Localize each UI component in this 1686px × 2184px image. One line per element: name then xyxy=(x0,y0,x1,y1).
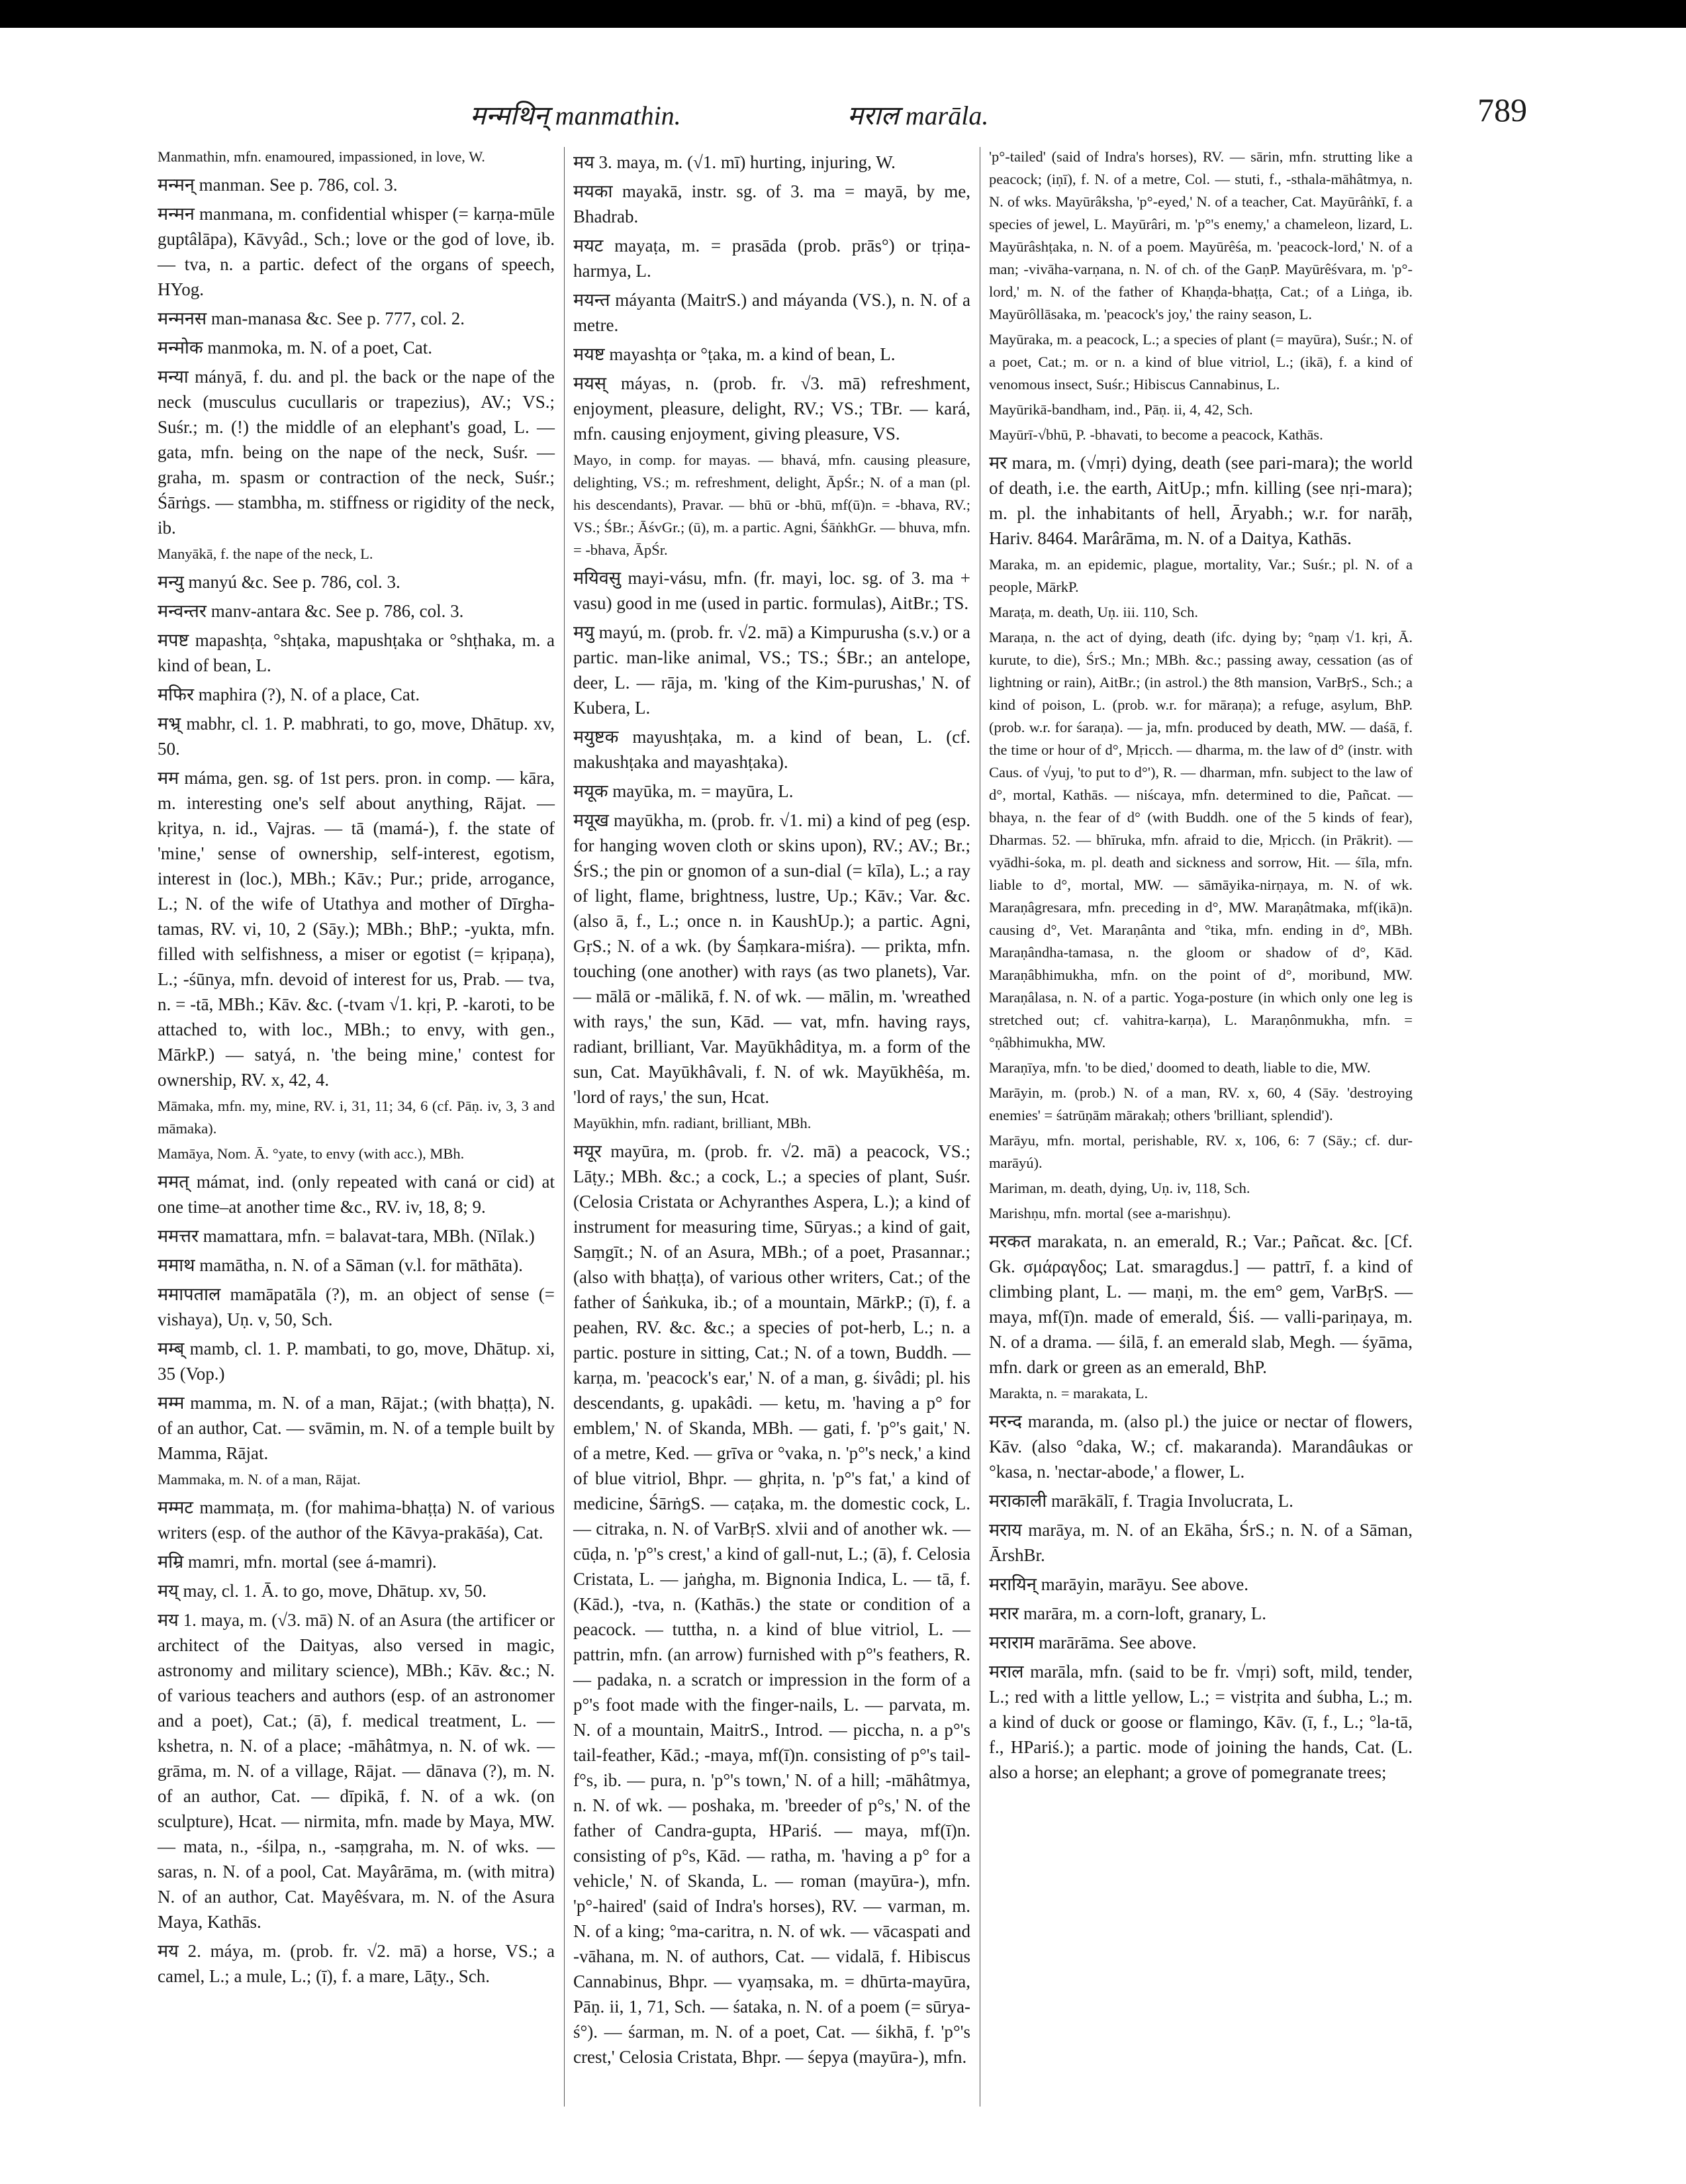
dictionary-entry: 'p°-tailed' (said of Indra's horses), RV. — sārin, mfn. strutting like a peacock; (iṇī), f. N. of a metre, Col. — stuti, f., -sthala-māhâtmya, n. N. of wks. Mayūrâksha, 'p°-eyed,' N. of a teacher, Cat. Mayūrâṅkī, f. a species of jewel, L. Mayūrâri, m. 'p°'s enemy,' a chameleon, lizard, L. Mayūrâshṭaka, n. N. of a poem. Mayūrêśa, m. 'peacock-lord,' N. of a man; -vivāha-varṇana, n. N. of ch. of the GaṇP. Mayūrêśvara, m. 'p°-lord,' m. N. of the father of Khaṇḍa-bhaṭṭa, Cat.; of a Liṅga, ib. Mayūrôllāsaka, m. 'peacock's joy,' the rainy season, L. xyxy=(989,148,1413,322)
dictionary-entry: Mariman, m. death, dying, Uṇ. iv, 118, Sch. xyxy=(989,1180,1250,1196)
dictionary-entry: मभ्र् mabhr, cl. 1. P. mabhrati, to go, move, Dhātup. xv, 50. xyxy=(158,714,555,759)
dictionary-entry: मराय marāya, m. N. of an Ekāha, ŚrS.; n. N. of a Sāman, ĀrshBr. xyxy=(989,1520,1413,1565)
dictionary-entry: मन्मन् manman. See p. 786, col. 3. xyxy=(158,175,398,195)
dictionary-entry: मन्या mányā, f. du. and pl. the back or the nape of the neck (musculus cucullaris or trapezius), AV.; VS.; Suśr.; m. (!) the middle of an elephant's goad, L. — gata, mfn. being on the nape of the neck, Suśr. — graha, m. spasm or contraction of the neck, Suśr.; Śārṅgs. — stambha, m. stiffness or rigidity of the neck, ib. xyxy=(158,367,555,538)
column-2 xyxy=(573,146,970,2072)
dictionary-entry: Mayūrikā-bandham, ind., Pāṇ. ii, 4, 42, Sch. xyxy=(989,401,1253,418)
dictionary-entry: Marāyu, mfn. mortal, perishable, RV. x, 106, 6: 7 (Sāy.; cf. dur-marāyú). xyxy=(989,1132,1413,1171)
header-left-headword: मन्मथिन् manmathin. xyxy=(470,101,681,130)
dictionary-entry: मन्वन्तर manv-antara &c. See p. 786, col. 3. xyxy=(158,601,464,621)
dictionary-entry: मयट mayaṭa, m. = prasāda (prob. prās°) or tṛiṇa-harmya, L. xyxy=(573,236,970,281)
header-right-headword: मराल marāla. xyxy=(847,101,989,130)
dictionary-entry: Marāyin, m. (prob.) N. of a man, RV. x, 60, 4 (Sāy. 'destroying enemies' = śatrūṇām mārakaḥ; others 'brilliant, splendid'). xyxy=(989,1084,1413,1123)
dictionary-entry: मय 2. máya, m. (prob. fr. √2. mā) a horse, VS.; a camel, L.; a mule, L.; (ī), f. a mare, Lāṭy., Sch. xyxy=(158,1941,555,1986)
dictionary-entry: मय 3. maya, m. (√1. mī) hurting, injuring, W. xyxy=(573,152,896,172)
dictionary-entry: मयु mayú, m. (prob. fr. √2. mā) a Kimpurusha (s.v.) or a partic. man-like animal, VS.; TS.; ŚBr.; an antelope, deer, L. — rāja, m. 'king of the Kim-purushas,' N. of Kubera, L. xyxy=(573,622,970,718)
dictionary-entry: मम्ब् mamb, cl. 1. P. mambati, to go, move, Dhātup. xi, 35 (Vop.) xyxy=(158,1339,555,1384)
dictionary-entry: Mayūraka, m. a peacock, L.; a species of plant (= mayūra), Suśr.; N. of a poet, Cat.; m. or n. a kind of blue vitriol, L.; (ikā), f. a kind of venomous insect, Suśr.; Hibiscus Cannabinus, L. xyxy=(989,331,1413,393)
dictionary-entry: मय् may, cl. 1. Ā. to go, move, Dhātup. xv, 50. xyxy=(158,1581,487,1601)
dictionary-entry: मम्मट mammaṭa, m. (for mahima-bhaṭṭa) N. of various writers (esp. of the author of the Kāvya-prakāśa), Cat. xyxy=(158,1497,555,1543)
dictionary-entry: Maraka, m. an epidemic, plague, mortality, Var.; Suśr.; pl. N. of a people, MārkP. xyxy=(989,556,1413,595)
dictionary-entry: मम्म mamma, m. N. of a man, Rājat.; (with bhaṭṭa), N. of an author, Cat. — svāmin, m. N. of a temple built by Mamma, Rājat. xyxy=(158,1393,555,1463)
dictionary-entry: मयष्ट mayashṭa or °ṭaka, m. a kind of bean, L. xyxy=(573,344,896,364)
dictionary-entry: Maraṇa, n. the act of dying, death (ifc. dying by; °ṇaṃ √1. kṛi, Ā. kurute, to die), ŚrS.; Mn.; MBh. &c.; passing away, cessation (as of lightning or rain), AitBr.; (in astrol.) the 8th mansion, VarBṛS., Sch.; a kind of poison, L. (prob. w.r. for māraṇa); a refuge, asylum, BhP. (prob. w.r. for śaraṇa). — ja, mfn. produced by death, MW. — daśā, f. the time or hour of d°, Mṛicch. — dharma, m. the law of d° (instr. with Caus. of √yuj, 'to put to d°'), R. — dharman, mfn. subject to the law of d°, mortal, Kathās. — niścaya, mfn. determined to die, Pañcat. — bhaya, n. the fear of d° (with Buddh. one of the 5 kinds of fear), Dharmas. 52. — bhīruka, mfn. afraid to die, Mṛicch. (in Prākrit). — vyādhi-śoka, m. pl. death and sickness and sorrow, Hit. — śīla, mfn. liable to d°, mortal, MW. — sāmāyika-nirṇaya, m. N. of wk. Maraṇâgresara, mfn. preceding in d°, MW. Maraṇâtmaka, mf(ikā)n. causing d°, Vet. Maraṇânta and °tika, mfn. ending in d°, MBh. Maraṇândha-tamasa, n. the gloom or shadow of d°, Kād. Maraṇâbhimukha, mfn. on the point of d°, moribund, MW. Maraṇâlasa, n. N. of a partic. Yoga-posture (in which only one leg is stretched out; cf. vahitra-karṇa), L. Maraṇônmukha, mfn. = °ṇâbhimukha, MW. xyxy=(989,629,1413,1051)
dictionary-entry: मराकाली marākālī, f. Tragia Involucrata, L. xyxy=(989,1491,1293,1511)
dictionary-entry: मय 1. maya, m. (√3. mā) N. of an Asura (the artificer or architect of the Daityas, also versed in magic, astronomy and military science), MBh.; Kāv. &c.; N. of various teachers and authors (esp. of an astronomer and a poet), Cat.; (ā), f. medical treatment, L. — kshetra, n. N. of a place; -māhâtmya, n. N. of wk. — grāma, m. N. of a village, Rājat. — dānava (?), m. N. of an author, Cat. — dīpikā, f. N. of a wk. (on sculpture), Hcat. — nirmita, mfn. made by Maya, MW. — mata, n., -śilpa, n., -saṃgraha, m. N. of wks. — saras, n. N. of a pool, Cat. Mayârāma, m. (with mitra) N. of an author, Cat. Mayêśvara, m. N. of the Asura Maya, Kathās. xyxy=(158,1610,555,1932)
dictionary-entry: Mayūrī-√bhū, P. -bhavati, to become a peacock, Kathās. xyxy=(989,426,1323,443)
dictionary-entry: मन्मोक manmoka, m. N. of a poet, Cat. xyxy=(158,338,433,357)
dictionary-entry: Mammaka, m. N. of a man, Rājat. xyxy=(158,1471,361,1488)
dictionary-entry: मयूर mayūra, m. (prob. fr. √2. mā) a peacock, VS.; Lāṭy.; MBh. &c.; a cock, L.; a species of plant, Suśr. (Celosia Cristata or Achyranthes Aspera, L.); a kind of instrument for measuring time, Sūryas.; a kind of gait, Saṃgīt.; N. of an Asura, MBh.; of a poet, Prasannar.; (also with bhaṭṭa), of various other writers, Cat.; of the father of Śaṅkuka, ib.; of a mountain, MārkP.; (ī), f. a peahen, RV. &c. &c.; a species of pot-herb, L.; n. a partic. posture in sitting, Cat.; N. of a town, Buddh. — karṇa, m. 'peacock's ear,' N. of a man, g. śivâdi; pl. his descendants, g. upakâdi. — ketu, m. 'having a p° for emblem,' N. of Skanda, MBh. — gati, f. 'p°'s gait,' N. of a metre, Ked. — grīva or °vaka, n. 'p°'s neck,' a kind of blue vitriol, Bhpr. — ghṛita, n. 'p°'s fat,' a kind of medicine, ŚārṅgS. — caṭaka, m. the domestic cock, L. — citraka, n. N. of VarBṛS. xlvii and of another wk. — cūḍa, n. 'p°'s crest,' a kind of gall-nut, L.; (ā), f. Celosia Cristata, L. — jaṅgha, m. Bignonia Indica, L. — tā, f. (Kād.), -tva, n. (Kathās.) the state or condition of a peacock. — tuttha, n. a kind of blue vitriol, L. — pattrin, mfn. (an arrow) furnished with p°'s feathers, R. — padaka, n. a scratch or impression in the form of a p°'s foot made with the finger-nails, L. — parvata, m. N. of a mountain, MaitrS., Introd. — piccha, n. a p°'s tail-feather, Kād.; -maya, mf(ī)n. consisting of p°'s tail-f°s, ib. — pura, n. 'p°'s town,' N. of a hill; -māhâtmya, n. N. of wk. — poshaka, m. 'breeder of p°s,' N. of the father of Candra-gupta, HPariś. — maya, mf(ī)n. consisting of p°s, Kād. — ratha, m. 'having a p° for a vehicle,' N. of Skanda, L. — roman (mayūra-), mfn. 'p°-haired' (said of Indra's horses), RV. — varman, m. N. of a king; °ma-caritra, n. N. of wk. — vācaspati and -vāhana, m. N. of authors, Cat. — vidalā, f. Hibiscus Cannabinus, Bhpr. — vyaṃsaka, m. = dhūrta-mayūra, Pāṇ. ii, 1, 71, Sch. — śataka, n. N. of a poem (= sūrya-ś°). — śarman, m. N. of a poet, Cat. — śikhā, f. 'p°'s crest,' Celosia Cristata, Bhpr. — śepya (mayūra-), mfn. xyxy=(573,1141,970,2067)
dictionary-entry: मयूक mayūka, m. = mayūra, L. xyxy=(573,781,794,801)
dictionary-entry: Māmaka, mfn. my, mine, RV. i, 31, 11; 34, 6 (cf. Pāṇ. iv, 3, 3 and māmaka). xyxy=(158,1098,555,1137)
dictionary-entry: मयूख mayūkha, m. (prob. fr. √1. mi) a kind of peg (esp. for hanging woven cloth or skins upon), RV.; AV.; Br.; ŚrS.; the pin or gnomon of a sun-dial (= kīla), L.; a ray of light, flame, brightness, lustre, Up.; Kāv.; Var. &c. (also ā, f., L.; once n. in KaushUp.); a partic. Agni, GṛS.; N. of a wk. (by Śaṃkara-miśra). — prikta, mfn. touching (one another) with rays (as two planets), Var. — mālā or -mālikā, f. N. of wk. — mālin, m. 'wreathed with rays,' the sun, Kād. — vat, mfn. having rays, radiant, brilliant, Var. Mayūkhâditya, m. a form of the sun, Cat. Mayūkhâvali, f. N. of wk. Mayūkhêśa, m. 'lord of rays,' the sun, Hcat. xyxy=(573,810,970,1107)
column-1 xyxy=(158,146,555,1991)
dictionary-entry: मपष्ट mapashṭa, °shṭaka, mapushṭaka or °shṭhaka, m. a kind of bean, L. xyxy=(158,630,555,675)
page-header xyxy=(159,91,1527,136)
dictionary-entry: मयन्त máyanta (MaitrS.) and máyanda (VS.), n. N. of a metre. xyxy=(573,290,970,335)
page-number: 789 xyxy=(1477,91,1527,128)
dictionary-entry: मर mara, m. (√mṛi) dying, death (see pari-mara); the world of death, i.e. the earth, AitUp.; mfn. killing (see nṛi-mara); m. pl. the inhabitants of hell, Āryabh.; w.r. for narāḥ, Hariv. 8464. Marârāma, m. N. of a Daitya, Kathās. xyxy=(989,453,1413,548)
dictionary-entry: Marishṇu, mfn. mortal (see a-marishṇu). xyxy=(989,1205,1231,1221)
dictionary-entry: Marakta, n. = marakata, L. xyxy=(989,1385,1148,1401)
dictionary-entry: Maraṇīya, mfn. 'to be died,' doomed to death, liable to die, MW. xyxy=(989,1059,1371,1076)
dictionary-entry: Mayo, in comp. for mayas. — bhavá, mfn. causing pleasure, delighting, VS.; m. refreshment, delight, ĀpŚr.; N. of a man (pl. his descendants), Pravar. — bhū or -bhū, mf(ū)n. = -bhava, RV.; VS.; ŚBr.; ĀśvGr.; (ū), m. a partic. Agni, ŚāṅkhGr. — bhuva, mfn. = -bhava, ĀpŚr. xyxy=(573,451,970,558)
dictionary-entry: Mamāya, Nom. Ā. °yate, to envy (with acc.), MBh. xyxy=(158,1145,465,1162)
column-divider-1 xyxy=(564,147,565,2107)
dictionary-entry: मन्मन manmana, m. confidential whisper (= karṇa-mūle guptâlāpa), Kāvyâd., Sch.; love or the god of love, ib. — tva, n. a partic. defect of the organs of speech, HYog. xyxy=(158,204,555,299)
dictionary-entry: मन्मनस man-manasa &c. See p. 777, col. 2. xyxy=(158,309,465,328)
dictionary-entry: Mayūkhin, mfn. radiant, brilliant, MBh. xyxy=(573,1115,812,1131)
dictionary-entry: ममापताल mamāpatāla (?), m. an object of sense (= vishaya), Uṇ. v, 50, Sch. xyxy=(158,1284,555,1329)
dictionary-entry: Maraṭa, m. death, Uṇ. iii. 110, Sch. xyxy=(989,604,1198,620)
dictionary-entry: Manmathin, mfn. enamoured, impassioned, in love, W. xyxy=(158,148,485,165)
column-3 xyxy=(989,146,1413,1787)
dictionary-entry: मरार marāra, m. a corn-loft, granary, L. xyxy=(989,1603,1267,1623)
dictionary-entry: मयिवसु mayi-vásu, mfn. (fr. mayi, loc. sg. of 3. ma + vasu) good in me (used in partic. formulas), AitBr.; TS. xyxy=(573,568,970,613)
dictionary-entry: ममत्तर mamattara, mfn. = balavat-tara, MBh. (Nīlak.) xyxy=(158,1226,535,1246)
dictionary-entry: मयस् máyas, n. (prob. fr. √3. mā) refreshment, enjoyment, pleasure, delight, RV.; VS.; TBr. — kará, mfn. causing enjoyment, giving pleasure, VS. xyxy=(573,373,970,444)
dictionary-entry: मम máma, gen. sg. of 1st pers. pron. in comp. — kāra, m. interesting one's self about anything, Rājat. — kṛitya, n. id., Vajras. — tā (mamá-), f. the state of 'mine,' sense of ownership, self-interest, egotism, interest in (loc.), MBh.; Kāv.; Pur.; pride, arrogance, L.; N. of the wife of Utathya and mother of Dīrgha-tamas, RV. vi, 10, 2 (Sāy.); MBh.; BhP.; -yukta, mfn. filled with selfishness, a miser or egotist (= kṛipaṇa), L.; -śūnya, mfn. devoid of interest for us, Prab. — tva, n. = -tā, MBh.; Kāv. &c. (-tvam √1. kṛi, P. -karoti, to be attached to, with loc., MBh.; to envy, with gen., MārkP.) — satyá, n. 'the being mine,' contest for ownership, RV. x, 42, 4. xyxy=(158,768,555,1090)
dictionary-entry: मराल marāla, mfn. (said to be fr. √mṛi) soft, mild, tender, L.; red with a little yellow, L.; = vistṛita and śubha, L.; m. a kind of duck or goose or flamingo, Kāv. (ī, f., L.; °la-tā, f., HPariś.); a partic. mode of joining the hands, Cat. (L. also a horse; an elephant; a grove of pomegranate trees; xyxy=(989,1662,1413,1782)
dictionary-entry: मरायिन् marāyin, marāyu. See above. xyxy=(989,1574,1248,1594)
dictionary-entry: मरन्द maranda, m. (also pl.) the juice or nectar of flowers, Kāv. (also °daka, W.; cf. makaranda). Marandâukas or °kasa, n. 'nectar-abode,' a flower, L. xyxy=(989,1411,1413,1482)
dictionary-entry: मयुष्टक mayushṭaka, m. a kind of bean, L. (cf. makushṭaka and mayashṭaka). xyxy=(573,727,970,772)
dictionary-entry: मरकत marakata, n. an emerald, R.; Var.; Pañcat. &c. [Cf. Gk. σμάραγδος; Lat. smaragdus.] — pattrī, f. a kind of climbing plant, L. — maṇi, m. the em° gem, VarBṛS. — maya, mf(ī)n. made of emerald, Śiś. — valli-pariṇaya, m. N. of a drama. — śilā, f. an emerald slab, Megh. — śyāma, mfn. dark or green as an emerald, BhP. xyxy=(989,1231,1413,1377)
dictionary-entry: Manyākā, f. the nape of the neck, L. xyxy=(158,546,373,562)
dictionary-entry: ममत् mámat, ind. (only repeated with caná or cid) at one time–at another time &c., RV. iv, 18, 8; 9. xyxy=(158,1172,555,1217)
dictionary-entry: मराराम marārāma. See above. xyxy=(989,1633,1197,1652)
dictionary-entry: मफिर maphira (?), N. of a place, Cat. xyxy=(158,685,420,704)
top-black-bar xyxy=(0,0,1686,28)
dictionary-entry: मन्यु manyú &c. See p. 786, col. 3. xyxy=(158,572,400,592)
dictionary-entry: मयका mayakā, instr. sg. of 3. ma = mayā, by me, Bhadrab. xyxy=(573,181,970,226)
dictionary-entry: मम्रि mamri, mfn. mortal (see á-mamri). xyxy=(158,1552,437,1572)
dictionary-entry: ममाथ mamātha, n. N. of a Sāman (v.l. for māthāta). xyxy=(158,1255,523,1275)
